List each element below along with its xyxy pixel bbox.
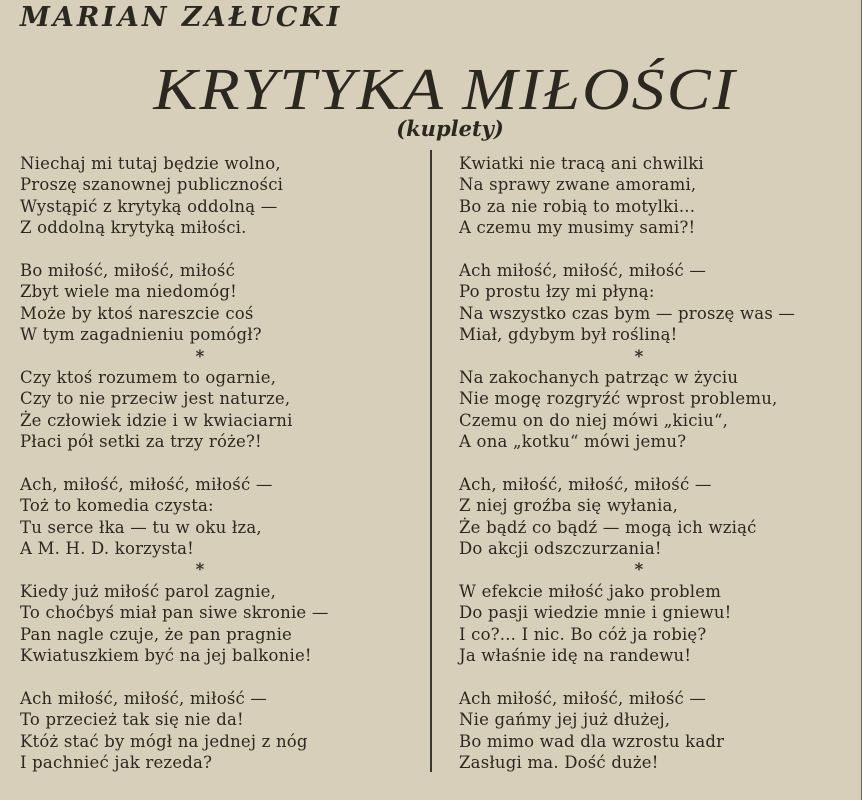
- poem-line: Ja właśnie idę na randewu!: [459, 645, 692, 665]
- poem-left-column: [20, 153, 420, 773]
- poem-line: Na sprawy zwane amorami,: [459, 175, 697, 195]
- poem-right-column: [459, 153, 859, 773]
- poem-line: Kiedy już miłość parol zagnie,: [20, 581, 277, 601]
- stanza-separator: *: [634, 560, 644, 580]
- poem-line: Czy ktoś rozumem to ogarnie,: [20, 367, 277, 387]
- poem-line: Tu serce łka — tu w oku łza,: [20, 517, 262, 537]
- poem-line: Kwiatki nie tracą ani chwilki: [459, 154, 704, 173]
- poem-line: I pachnieć jak rezeda?: [20, 752, 213, 772]
- stanza-separator: *: [634, 346, 644, 366]
- article-subtitle: (kuplety): [396, 116, 504, 141]
- poem-line: Toż to komedia czysta:: [20, 496, 214, 516]
- poem-line: Ach miłość, miłość, miłość —: [459, 260, 707, 280]
- stanza-gap: [459, 666, 859, 687]
- poem-line: Na wszystko czas bym — proszę was —: [459, 303, 796, 323]
- poem-line: Wystąpić z krytyką oddolną —: [20, 196, 278, 216]
- poem-line: Niechaj mi tutaj będzie wolno,: [20, 154, 281, 173]
- stanza-gap: [459, 239, 859, 260]
- poem-line: A M. H. D. korzysta!: [20, 539, 194, 559]
- article-title: KRYTYKA MIŁOŚCI: [153, 56, 737, 123]
- poem-line: Nie gańmy jej już dłużej,: [459, 710, 671, 730]
- poem-line: Bo za nie robią to motylki...: [459, 196, 696, 216]
- poem-line: I co?... I nic. Bo cóż ja robię?: [459, 624, 707, 644]
- poem-line: Z oddolną krytyką miłości.: [20, 218, 247, 238]
- poem-line: Zbyt wiele ma niedomóg!: [20, 282, 237, 302]
- poem-line: Ach, miłość, miłość, miłość —: [20, 474, 273, 494]
- poem-line: Na zakochanych patrząc w życiu: [459, 367, 739, 387]
- stanza-separator: *: [195, 560, 205, 580]
- stanza-gap: [20, 666, 420, 687]
- poem-line: Któż stać by mógł na jednej z nóg: [20, 731, 308, 751]
- poem-line: Czy to nie przeciw jest naturze,: [20, 389, 291, 409]
- poem-line: Bo miłość, miłość, miłość: [20, 260, 236, 280]
- poem-line: Czemu on do niej mówi „kiciu“,: [459, 410, 729, 430]
- poem-line: To przecież tak się nie da!: [20, 710, 244, 730]
- poem-line: Po prostu łzy mi płyną:: [459, 282, 655, 302]
- column-divider: [430, 150, 432, 772]
- poem-line: To choćbyś miał pan siwe skronie —: [20, 603, 329, 623]
- poem-line: Że człowiek idzie i w kwiaciarni: [20, 410, 293, 430]
- poem-line: Zasługi ma. Dość duże!: [459, 752, 659, 772]
- poem-line: Ach miłość, miłość, miłość —: [459, 688, 707, 708]
- poem-line: Kwiatuszkiem być na jej balkonie!: [20, 645, 312, 665]
- poem-line: Z niej groźba się wyłania,: [459, 496, 679, 516]
- poem-line: Miał, gdybym był rośliną!: [459, 325, 678, 345]
- stanza-separator: *: [195, 346, 205, 366]
- poem-line: Ach miłość, miłość, miłość —: [20, 688, 268, 708]
- poem-line: A czemu my musimy sami?!: [459, 218, 696, 238]
- poem-line: W tym zagadnieniu pomógł?: [20, 325, 262, 345]
- poem-line: Ach, miłość, miłość, miłość —: [459, 474, 712, 494]
- stanza-gap: [459, 452, 859, 473]
- poem-line: Nie mogę rozgryźć wprost problemu,: [459, 389, 778, 409]
- stanza-gap: [20, 239, 420, 260]
- poem-line: Do akcji odszczurzania!: [459, 539, 662, 559]
- poem-line: A ona „kotku“ mówi jemu?: [459, 432, 687, 452]
- poem-line: W efekcie miłość jako problem: [459, 581, 722, 601]
- poem-line: Może by ktoś nareszcie coś: [20, 303, 254, 323]
- poem-line: Do pasji wiedzie mnie i gniewu!: [459, 603, 732, 623]
- poem-line: Płaci pół setki za trzy róże?!: [20, 432, 262, 452]
- poem-line: Proszę szanownej publiczności: [20, 175, 284, 195]
- poem-line: Pan nagle czuje, że pan pragnie: [20, 624, 293, 644]
- poem-line: Że bądź co bądź — mogą ich wziąć: [459, 517, 757, 537]
- author-name: MARIAN ZAŁUCKI: [20, 2, 343, 33]
- poem-line: Bo mimo wad dla wzrostu kadr: [459, 731, 725, 751]
- stanza-gap: [20, 452, 420, 473]
